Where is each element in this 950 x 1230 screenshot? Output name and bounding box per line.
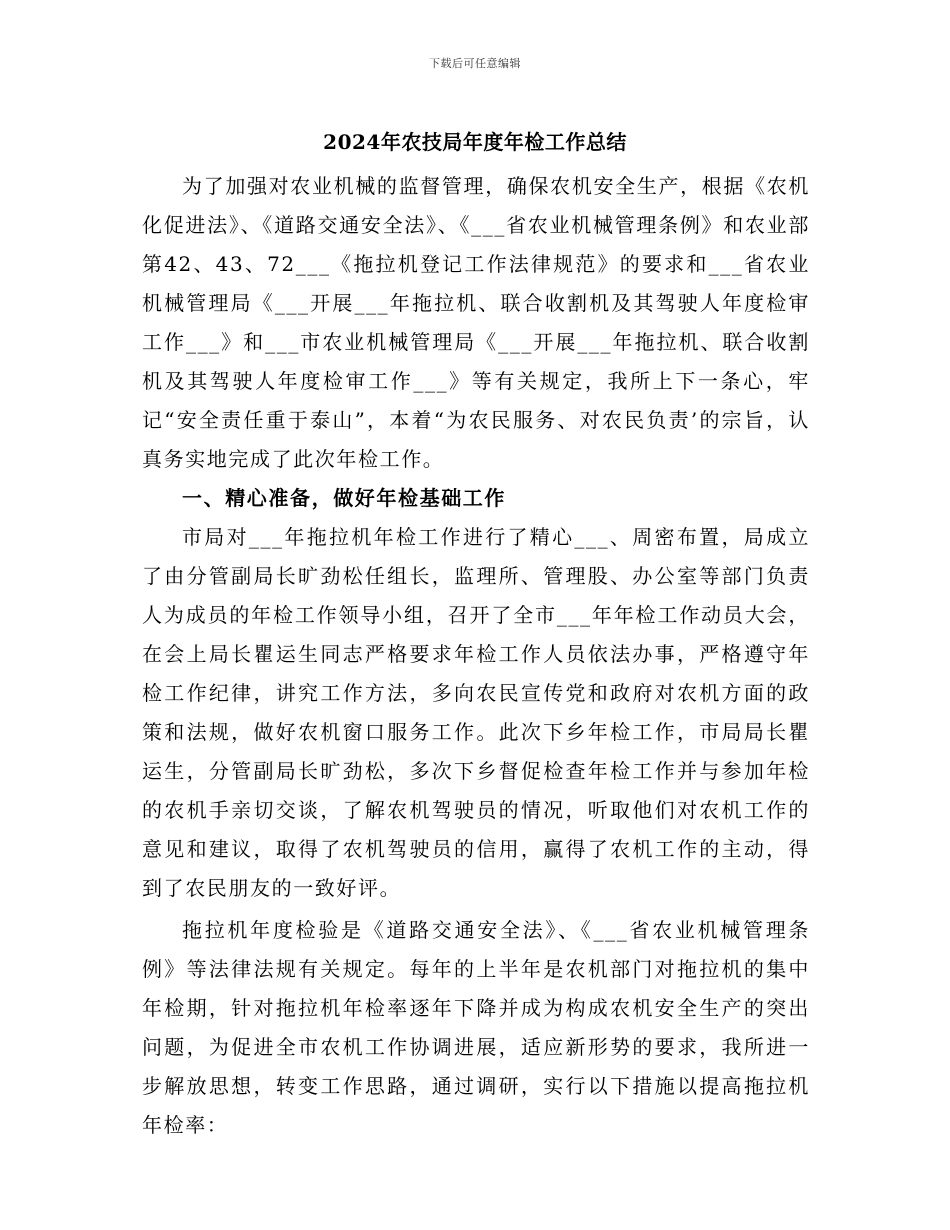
document-title: 2024年农技局年度年检工作总结 — [323, 130, 627, 154]
paragraph-preparation: 市局对___年拖拉机年检工作进行了精心___、周密布置，局成立了由分管副局长旷劲松任组长，监理所、管理股、办公室等部门负责人为成员的年检工作领导小组，召开了全市___年年检工作动员大会，在会上局长瞿运生同志严格要求年检工作人员依法办事，严格遵守年检工作纪律，讲究工作方法，多向农民宣传党和政府对农机方面的政策和法规，做好农机窗口服务工作。此次下乡年检工作，市局局长瞿运生，分管副局长旷劲松，多次下乡督促检查年检工作并与参加年检的农机手亲切交谈，了解农机驾驶员的情况，听取他们对农机工作的意见和建议，取得了农机驾驶员的信用，赢得了农机工作的主动，得到了农民朋友的一致好评。 — [142, 525, 810, 900]
paragraph-intro: 为了加强对农业机械的监督管理，确保农机安全生产，根据《农机化促进法》、《道路交通安全法》、《___省农业机械管理条例》和农业部第42、43、72___《拖拉机登记工作法律规范》的要求和___省农业机械管理局《___开展___年拖拉机、联合收割机及其驾驶人年度检审工作___》和___市农业机械管理局《___开展___年拖拉机、联合收割机及其驾驶人年度检审工作___》等有关规定，我所上下一条心，牢记“安全责任重于泰山”，本着“为农民服务、对农民负责’的宗旨，认真务实地完成了此次年检工作。 — [142, 174, 810, 471]
document-body — [142, 167, 810, 1145]
section-heading: 一、精心准备，做好年检基础工作 — [182, 486, 506, 510]
header-note: 下载后可任意编辑 — [429, 57, 521, 70]
paragraph-inspection: 拖拉机年度检验是《道路交通安全法》、《___省农业机械管理条例》等法律法规有关规定。每年的上半年是农机部门对拖拉机的集中年检期，针对拖拉机年检率逐年下降并成为构成农机安全生产的突出问题，为促进全市农机工作协调进展，适应新形势的要求，我所进一步解放思想，转变工作思路，通过调研，实行以下措施以提高拖拉机年检率： — [142, 918, 810, 1137]
